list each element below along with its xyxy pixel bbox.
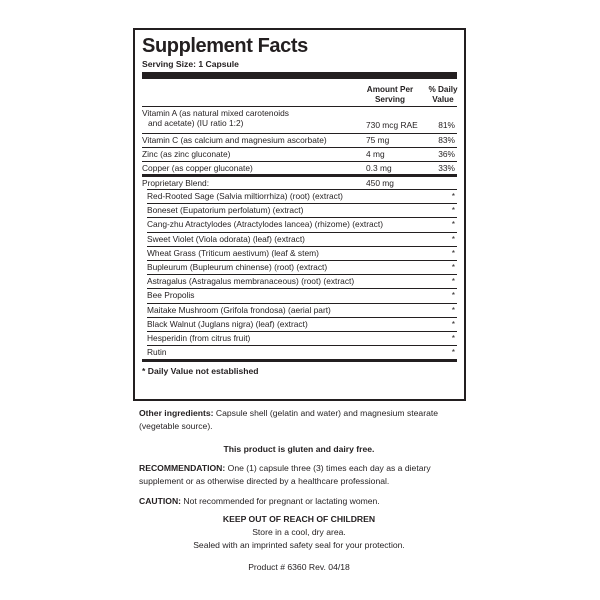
ingredient-row	[147, 288, 457, 302]
nutrient-daily-value: 36%	[438, 148, 455, 159]
ingredient-name: Red-Rooted Sage (Salvia miltiorrhiza) (root) (extract)	[147, 191, 343, 202]
ingredient-row	[147, 260, 457, 274]
ingredient-name: Wheat Grass (Triticum aestivum) (leaf & stem)	[147, 247, 319, 258]
ingredient-name: Sweet Violet (Viola odorata) (leaf) (extract)	[147, 233, 305, 244]
ingredient-dv-asterisk: *	[451, 262, 455, 273]
ingredient-dv-asterisk: *	[451, 347, 455, 358]
ingredient-row	[147, 232, 457, 246]
nutrient-row-zinc	[142, 147, 457, 161]
ingredient-row	[147, 217, 457, 231]
amount-per-serving-header: Amount Per Serving	[366, 85, 414, 105]
nutrient-name-cont: and acetate) (IU ratio 1:2)	[148, 118, 244, 129]
caution	[139, 495, 459, 508]
nutrient-daily-value: 33%	[438, 162, 455, 173]
caution-text: Not recommended for pregnant or lactating women.	[181, 496, 380, 506]
recommendation-label: RECOMMENDATION:	[139, 463, 226, 473]
ingredient-dv-asterisk: *	[451, 191, 455, 202]
other-ingredients	[139, 407, 459, 433]
nutrient-daily-value: 81%	[438, 120, 455, 131]
proprietary-blend-row	[142, 177, 457, 189]
thick-divider	[142, 72, 457, 79]
product-number: Product # 6360 Rev. 04/18	[248, 562, 350, 572]
gluten-dairy-free-note: This product is gluten and dairy free.	[223, 444, 375, 454]
nutrient-amount: 75 mg	[366, 135, 390, 146]
ingredient-dv-asterisk: *	[451, 318, 455, 329]
ingredient-name: Cang-zhu Atractylodes (Atractylodes lancea) (rhizome) (extract)	[147, 219, 383, 230]
nutrient-daily-value: 83%	[438, 135, 455, 146]
daily-value-footnote: * Daily Value not established	[142, 366, 259, 377]
ingredient-name: Black Walnut (Juglans nigra) (leaf) (extract)	[147, 318, 308, 329]
supplement-facts-panel	[133, 28, 466, 401]
storage-block	[139, 513, 459, 552]
other-ingredients-label: Other ingredients:	[139, 408, 214, 418]
nutrient-name: Copper (as copper gluconate)	[142, 162, 253, 173]
serving-size: Serving Size: 1 Capsule	[142, 59, 239, 69]
nutrient-name: Vitamin A (as natural mixed carotenoids	[142, 108, 289, 119]
ingredient-name: Bupleurum (Bupleurum chinense) (root) (extract)	[147, 262, 328, 273]
ingredient-row	[147, 345, 457, 359]
ingredient-name: Bee Propolis	[147, 290, 195, 301]
ingredient-row	[147, 331, 457, 345]
ingredient-dv-asterisk: *	[451, 219, 455, 230]
nutrient-row-copper	[142, 161, 457, 175]
ingredient-row	[147, 274, 457, 288]
column-header	[142, 79, 457, 106]
ingredient-dv-asterisk: *	[451, 276, 455, 287]
ingredient-name: Maitake Mushroom (Grifola frondosa) (aerial part)	[147, 304, 331, 315]
nutrient-amount: 730 mcg RAE	[366, 120, 418, 131]
ingredient-name: Hesperidin (from citrus fruit)	[147, 332, 251, 343]
nutrient-name: Vitamin C (as calcium and magnesium ascorbate)	[142, 135, 327, 146]
ingredient-name: Rutin	[147, 347, 167, 358]
panel-title: Supplement Facts	[142, 35, 308, 57]
nutrient-amount: 4 mg	[366, 148, 385, 159]
nutrient-row-vitamin-c	[142, 133, 457, 147]
nutrient-name: Zinc (as zinc gluconate)	[142, 148, 231, 159]
ingredient-name: Astragalus (Astragalus membranaceous) (root) (extract)	[147, 276, 355, 287]
ingredient-row	[147, 246, 457, 260]
ingredient-dv-asterisk: *	[451, 332, 455, 343]
ingredient-dv-asterisk: *	[451, 304, 455, 315]
ingredient-row	[147, 317, 457, 331]
caution-label: CAUTION:	[139, 496, 182, 506]
other-ingredients-text: Capsule shell (gelatin and water) and magnesium stearate (vegetable source).	[139, 408, 439, 431]
ingredient-name: Boneset (Eupatorium perfolatum) (extract)	[147, 205, 304, 216]
daily-value-header: % Daily Value	[428, 85, 458, 105]
safety-seal-note: Sealed with an imprinted safety seal for your protection.	[193, 540, 405, 550]
ingredient-dv-asterisk: *	[451, 233, 455, 244]
ingredient-row	[147, 203, 457, 217]
blend-amount: 450 mg	[366, 178, 394, 189]
nutrient-row-vitamin-a	[142, 106, 457, 133]
recommendation-text: One (1) capsule three (3) times each day as a dietary supplement or as otherwise directed by a healthcare professional.	[139, 463, 431, 486]
blend-name: Proprietary Blend:	[142, 178, 210, 189]
store-instructions: Store in a cool, dry area.	[252, 527, 346, 537]
ingredient-dv-asterisk: *	[451, 290, 455, 301]
nutrient-amount: 0.3 mg	[366, 162, 392, 173]
ingredient-dv-asterisk: *	[451, 205, 455, 216]
recommendation	[139, 462, 459, 488]
keep-out-of-reach: KEEP OUT OF REACH OF CHILDREN	[222, 514, 376, 524]
ingredient-dv-asterisk: *	[451, 247, 455, 258]
ingredient-row	[147, 189, 457, 203]
ingredient-row	[147, 303, 457, 317]
